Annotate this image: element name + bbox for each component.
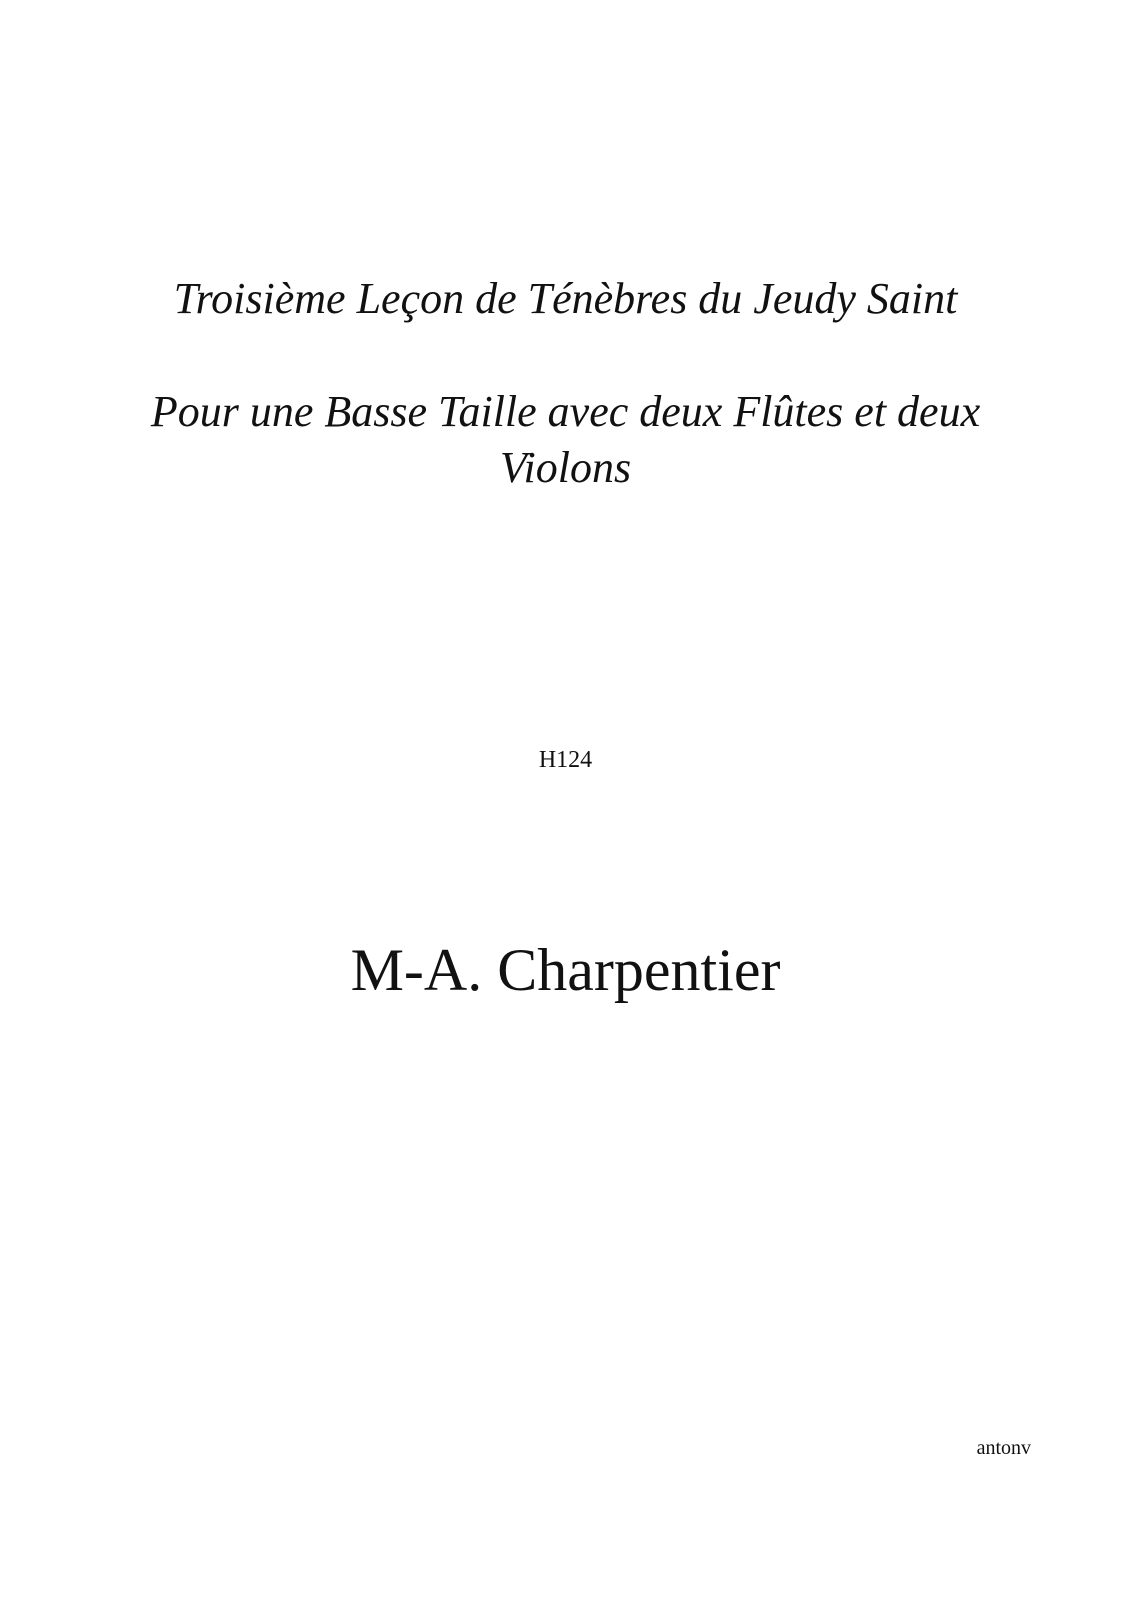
work-title: Troisième Leçon de Ténèbres du Jeudy Saint — [173, 274, 958, 323]
engraver-credit: antonv — [976, 1437, 1031, 1459]
catalog-number: H124 — [538, 747, 593, 773]
composer-name: M-A. Charpentier — [350, 937, 781, 1003]
work-subtitle: Pour une Basse Taille avec deux Flûtes et deux Violons — [150, 387, 981, 492]
